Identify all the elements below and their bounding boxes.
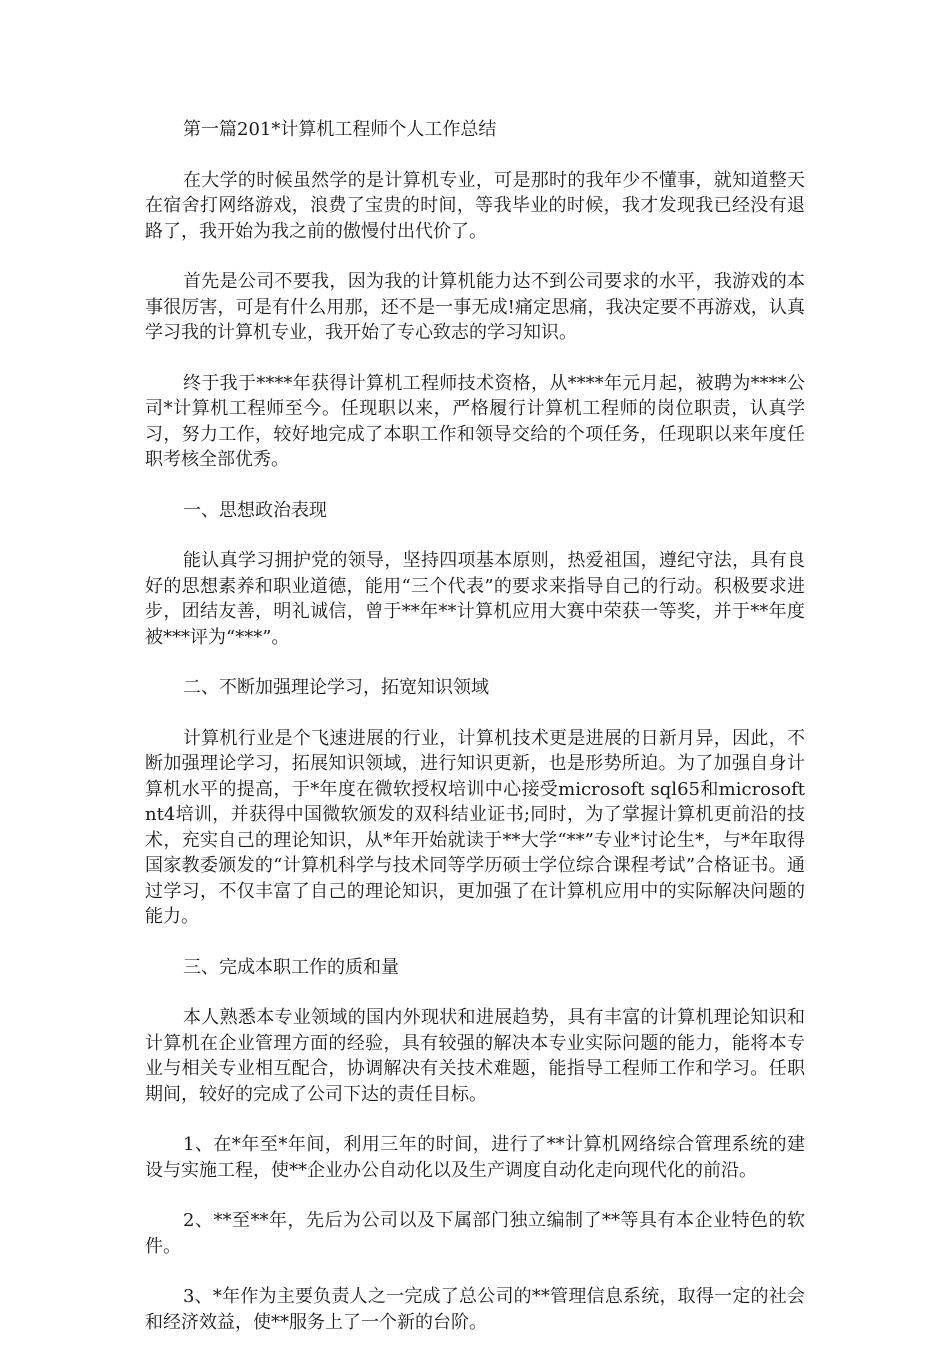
list-item-1: 1、在*年至*年间，利用三年的时间，进行了**计算机网络综合管理系统的建设与实施工程，使**企业办公自动化以及生产调度自动化走向现代化的前沿。 (145, 1134, 805, 1181)
section-heading-study: 二、不断加强理论学习，拓宽知识领域 (183, 677, 489, 698)
paragraph-work: 本人熟悉本专业领域的国内外现状和进展趋势，具有丰富的计算机理论知识和计算机在企业管理方面的经验，具有较强的解决本专业实际问题的能力，能将本专业与相关专业相互配合，协调解决有关技术难题，能指导工程师工作和学习。任职期间，较好的完成了公司下达的责任目标。 (145, 1007, 805, 1105)
paragraph-political: 能认真学习拥护党的领导，坚持四项基本原则，热爱祖国，遵纪守法，具有良好的思想素养和职业道德，能用“三个代表”的要求来指导自己的行动。积极要求进步，团结友善，明礼诚信，曾于**年**计算机应用大赛中荣获一等奖，并于**年度被***评为“***”。 (145, 550, 805, 648)
paragraph-qualification: 终于我于****年获得计算机工程师技术资格，从****年元月起，被聘为****公司*计算机工程师至今。任现职以来，严格履行计算机工程师的岗位职责，认真学习，努力工作，较好地完成了本职工作和领导交给的个项任务，任现职以来年度任职考核全部优秀。 (145, 372, 805, 470)
document-body (145, 117, 805, 1360)
paragraph-intro: 在大学的时候虽然学的是计算机专业，可是那时的我年少不懂事，就知道整天在宿舍打网络游戏，浪费了宝贵的时间，等我毕业的时候，我才发现我已经没有退路了，我开始为我之前的傲慢付出代价了。 (145, 169, 805, 242)
document-title: 第一篇201*计算机工程师个人工作总结 (183, 119, 497, 140)
list-item-2: 2、**至**年，先后为公司以及下属部门独立编制了**等具有本企业特色的软件。 (145, 1210, 805, 1257)
paragraph-study: 计算机行业是个飞速进展的行业，计算机技术更是进展的日新月异，因此，不断加强理论学习，拓展知识领域，进行知识更新，也是形势所迫。为了加强自身计算机水平的提高，于*年度在微软授权培训中心接受microsoft sql65和microsoft nt4培训，并获得中国微软颁发的双科结业证书;同时，为了掌握计算机更前沿的技术，充实自己的理论知识，从*年开始就读于**大学“**”专业*讨论生*，与*年取得国家教委颁发的“计算机科学与技术同等学历硕士学位综合课程考试”合格证书。通过学习，不仅丰富了自己的理论知识，更加强了在计算机应用中的实际解决问题的能力。 (145, 727, 805, 927)
list-item-3: 3、*年作为主要负责人之一完成了总公司的**管理信息系统，取得一定的社会和经济效益，使**服务上了一个新的台阶。 (145, 1286, 805, 1333)
section-heading-work: 三、完成本职工作的质和量 (183, 956, 399, 978)
section-heading-political: 一、思想政治表现 (183, 499, 327, 521)
paragraph-rejection: 首先是公司不要我，因为我的计算机能力达不到公司要求的水平，我游戏的本事很厉害，可是有什么用那，还不是一事无成!痛定思痛，我决定要不再游戏，认真学习我的计算机专业，我开始了专心致志的学习知识。 (145, 271, 805, 343)
